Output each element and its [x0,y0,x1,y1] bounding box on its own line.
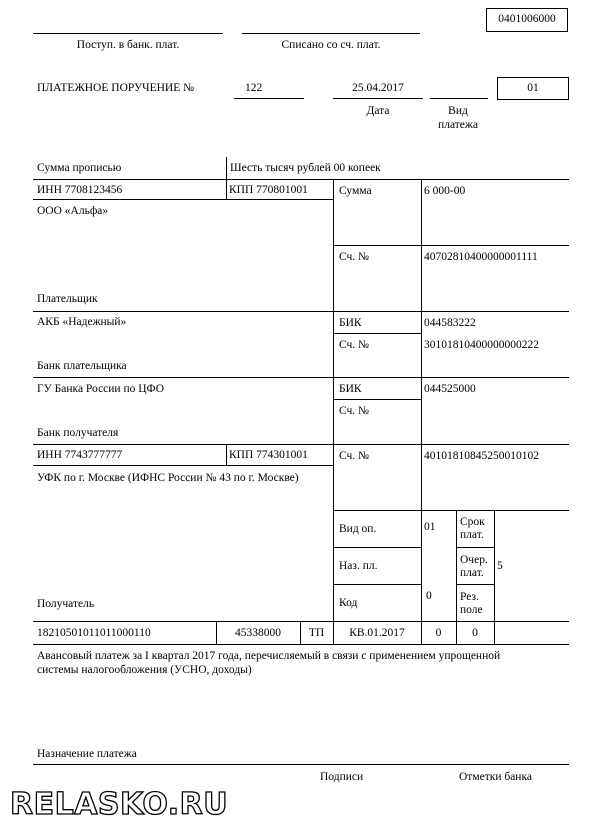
payer-bank-bik: 044583222 [424,317,476,329]
tax-oktmo: 45338000 [235,627,281,639]
payee-bank-label: Банк получателя [37,427,119,439]
payee-label: Получатель [37,598,95,610]
sum-value: 6 000-00 [424,185,466,197]
term-label-2: плат. [460,529,484,541]
grid-line [333,547,421,548]
code-label: Код [339,597,358,609]
payer-bank-account: 30101810400000000222 [424,339,539,351]
priority-label-2: плат. [460,567,484,579]
payee-inn: ИНН 7743777777 [37,449,123,461]
received-label: Поступ. в банк. плат. [76,39,180,51]
grid-line [226,179,227,199]
payee-bank-name: ГУ Банка России по ЦФО [37,383,165,395]
purpose-text-2: системы налогообложения (УСНО, доходы) [37,664,252,676]
grid-line [333,179,334,621]
priority-value: 5 [497,560,503,572]
order-number: 122 [245,82,263,94]
sum-label: Сумма [339,185,372,197]
order-type-line [430,98,488,99]
payee-bank-account-label: Сч. № [339,405,370,417]
reserve-label-1: Рез. [460,591,479,603]
grid-line [33,444,569,445]
payer-bank-label: Банк плательщика [37,360,127,372]
payee-bank-bik-label: БИК [339,383,362,395]
grid-line [33,465,333,466]
payer-bank-name: АКБ «Надежный» [37,316,127,328]
grid-line [333,333,421,334]
status-code-box: 01 [497,77,569,100]
form-code: 0401006000 [486,8,568,32]
tax-doc-date: 0 [472,627,478,639]
payer-inn: ИНН 7708123456 [37,184,123,196]
payee-bank-bik: 044525000 [424,383,476,395]
payment-type-label-1: Вид [448,105,468,117]
payer-bank-bik-label: БИК [339,317,362,329]
grid-line [33,199,333,200]
payee-kpp: КПП 774301001 [229,449,308,461]
payee-name: УФК по г. Москве (ИФНС России № 43 по г. Москве) [37,472,299,484]
grid-line [226,444,227,465]
amount-words-label: Сумма прописью [37,162,122,174]
grid-line [33,621,569,622]
date-label: Дата [366,105,390,117]
grid-line [333,584,421,585]
received-line [33,33,223,34]
amount-words-divider [226,157,227,179]
payer-kpp: КПП 770801001 [229,184,308,196]
debited-line [242,33,420,34]
payment-type-label-2: платежа [438,119,478,131]
grid-line [456,510,457,621]
tax-kbk: 18210501011011000110 [37,627,151,639]
grid-line [33,311,569,312]
tax-basis: ТП [308,627,325,639]
grid-line [421,179,422,621]
order-title: ПЛАТЕЖНОЕ ПОРУЧЕНИЕ № [37,82,195,94]
priority-label-1: Очер. [460,554,488,566]
purpose-code-label: Наз. пл. [339,560,378,572]
payee-account-label: Сч. № [339,450,370,462]
grid-line [33,377,569,378]
tax-period: КВ.01.2017 [349,627,405,639]
term-label-1: Срок [460,516,485,528]
purpose-label: Назначение платежа [37,748,137,760]
grid-line [456,547,494,548]
grid-line [494,621,495,644]
tax-doc-number: 0 [435,627,442,639]
grid-line [33,644,569,645]
grid-line [333,510,569,511]
watermark-logo: RELASKO.RU [10,787,229,822]
grid-line [333,399,421,400]
order-date: 25.04.2017 [352,82,404,94]
payer-bank-account-label: Сч. № [339,339,370,351]
grid-line [494,510,495,621]
debited-label: Списано со сч. плат. [281,39,381,51]
order-number-line [234,98,304,99]
payer-label: Плательщик [37,293,98,305]
order-date-line [333,98,423,99]
op-type-label: Вид оп. [339,523,377,535]
amount-words: Шесть тысяч рублей 00 копеек [230,162,381,174]
payer-name: ООО «Альфа» [37,205,109,217]
bank-marks-label: Отметки банка [459,771,532,783]
code-value: 0 [426,590,432,602]
grid-line [333,245,569,246]
purpose-text-1: Авансовый платеж за I квартал 2017 года, перечисляемый в связи с применением упрощенной [37,650,501,662]
grid-line [33,179,569,180]
payee-account: 40101810845250010102 [424,450,539,462]
reserve-label-2: поле [460,604,483,616]
payer-account-label: Сч. № [339,251,370,263]
purpose-bottom-line [33,764,569,765]
signatures-label: Подписи [320,771,364,783]
payer-account: 40702810400000001111 [424,251,538,263]
grid-line [456,584,494,585]
op-type-value: 01 [424,521,436,533]
